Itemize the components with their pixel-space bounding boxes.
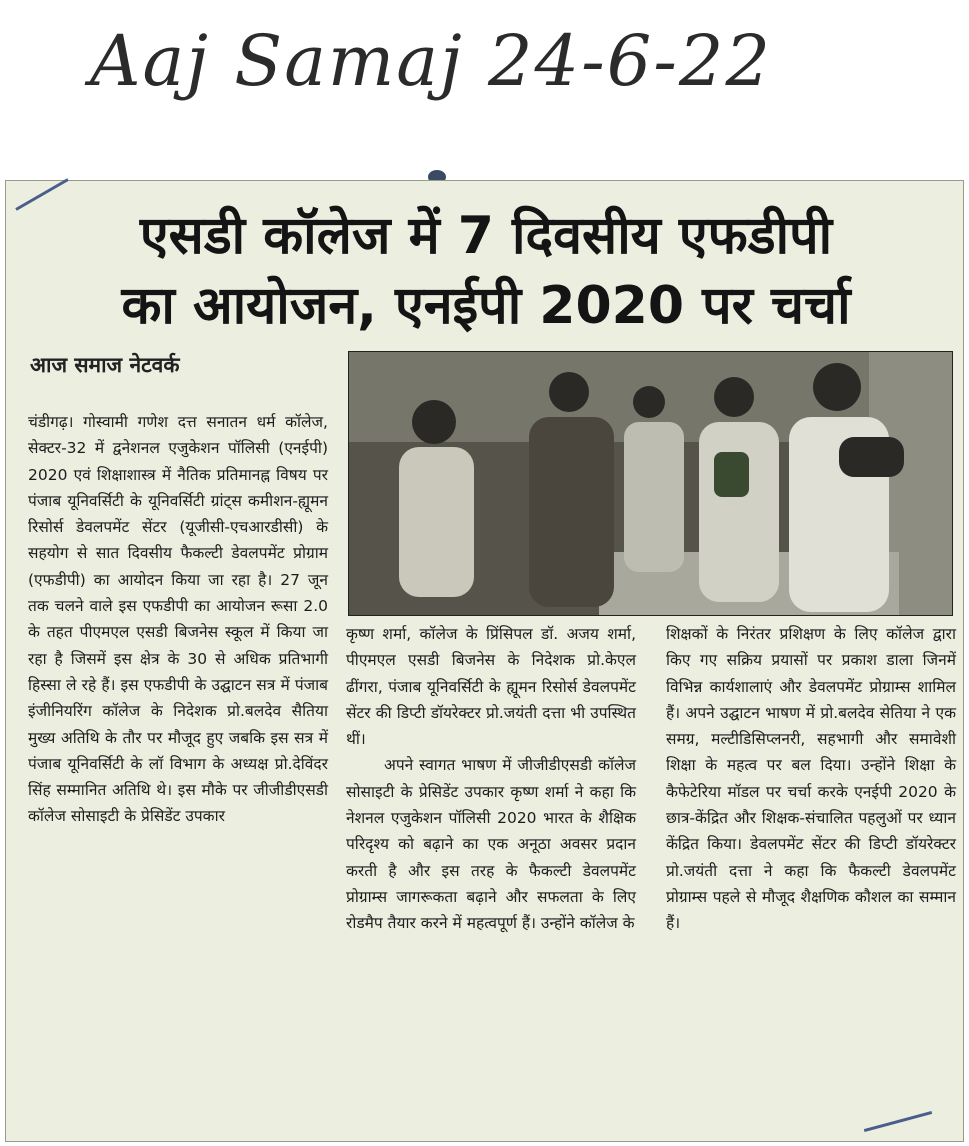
article-column-1: [28, 409, 328, 830]
headline: [36, 201, 936, 341]
photo-image: [349, 352, 952, 615]
column-2-paragraph-1: कृष्ण शर्मा, कॉलेज के प्रिंसिपल डॉ. अजय शर्मा, पीएमएल एसडी बिजनेस के निदेशक प्रो.केएल ढींगरा, पंजाब यूनिवर्सिटी के ह्यूमन रिसोर्स डेवलपमेंट सेंटर की डिप्टी डॉयरेक्टर प्रो.जयंती दत्ता भी उपस्थित थीं।: [346, 625, 636, 749]
article-column-3: [666, 621, 956, 937]
column-1-text: चंडीगढ़। गोस्वामी गणेश दत्त सनातन धर्म कॉलेज, सेक्टर-32 में द्वनेशनल एजुकेशन पॉलिसी (एनईपी) 2020 एवं शिक्षाशास्त्र में नैतिक प्रतिमानह्न विषय पर पंजाब यूनिवर्सिटी के यूनिवर्सिटी ग्रांट्स कमीशन-ह्यूमन रिसोर्स डेवलपमेंट सेंटर (यूजीसी-एचआरडीसी) के सहयोग से सात दिवसीय फैकल्टी डेवलपमेंट प्रोग्राम (एफडीपी) का आयोदन किया जा रहा है। 27 जून तक चलने वाले इस एफडीपी का आयोजन रूसा 2.0 के तहत पीएमएल एसडी बिजनेस स्कूल में किया जा रहा है जिसमें इस क्षेत्र के 30 से अधिक प्रतिभागी हिस्सा ले रहे हैं। इस एफडीपी के उद्घाटन सत्र में पंजाब इंजीनियरिंग कॉलेज के निदेशक प्रो.बलदेव सैतिया मुख्य अतिथि के तौर पर मौजूद हुए जबकि इस सत्र में पंजाब यूनिवर्सिटी के लॉ विभाग के अध्यक्ष प्रो.देविंदर सिंह सम्मानित अतिथि थे। इस मौके पर जीजीडीएसडी कॉलेज सोसाइटी के प्रेसिडेंट उपकार: [28, 413, 328, 826]
column-2-paragraph-2: अपने स्वागत भाषण में जीजीडीएसडी कॉलेज सोसाइटी के प्रेसिडेंट उपकार कृष्ण शर्मा ने कहा कि नेशनल एजुकेशन पॉलिसी 2020 भारत के शैक्षिक परिदृश्य को बढ़ाने का एक अनूठा अवसर प्रदान करती है और इस तरह के फैकल्टी डेवलपमेंट प्रोग्राम्स जागरूकता बढ़ाने और सफलता के लिए रोडमैप तैयार करने में महत्वपूर्ण हैं। उन्होंने कॉलेज के: [346, 756, 636, 933]
event-photo: [348, 351, 953, 616]
newspaper-clipping: [5, 180, 964, 1142]
handwritten-note: Aaj Samaj 24-6-22: [90, 20, 772, 102]
article-column-2: [346, 621, 636, 937]
byline: आज समाज नेटवर्क: [30, 353, 180, 377]
column-3-text: शिक्षकों के निरंतर प्रशिक्षण के लिए कॉलेज द्वारा किए गए सक्रिय प्रयासों पर प्रकाश डाला जिनमें विभिन्न कार्यशालाएं और डेवलपमेंट प्रोग्राम्स शामिल हैं। अपने उद्घाटन भाषण में प्रो.बलदेव सेतिया ने एक समग्र, मल्टीडिसिप्लनरी, सहभागी और समावेशी शिक्षा के महत्व पर बल दिया। उन्होंने शिक्षा के कैफेटेरिया मॉडल पर चर्चा करके एनईपी 2020 के छात्र-केंद्रित और शिक्षक-संचालित पहलुओं पर ध्यान केंद्रित किया। डेवलपमेंट सेंटर की डिप्टी डॉयरेक्टर प्रो.जयंती दत्ता ने कहा कि फैकल्टी डेवलपमेंट प्रोग्राम्स पहले से मौजूद शैक्षणिक कौशल का सम्मान हैं।: [666, 625, 956, 933]
headline-line-1: एसडी कॉलेज में 7 दिवसीय एफडीपी: [139, 206, 833, 266]
pen-stroke-bottom: [864, 1111, 932, 1132]
headline-line-2: का आयोजन, एनईपी 2020 पर चर्चा: [121, 276, 851, 336]
